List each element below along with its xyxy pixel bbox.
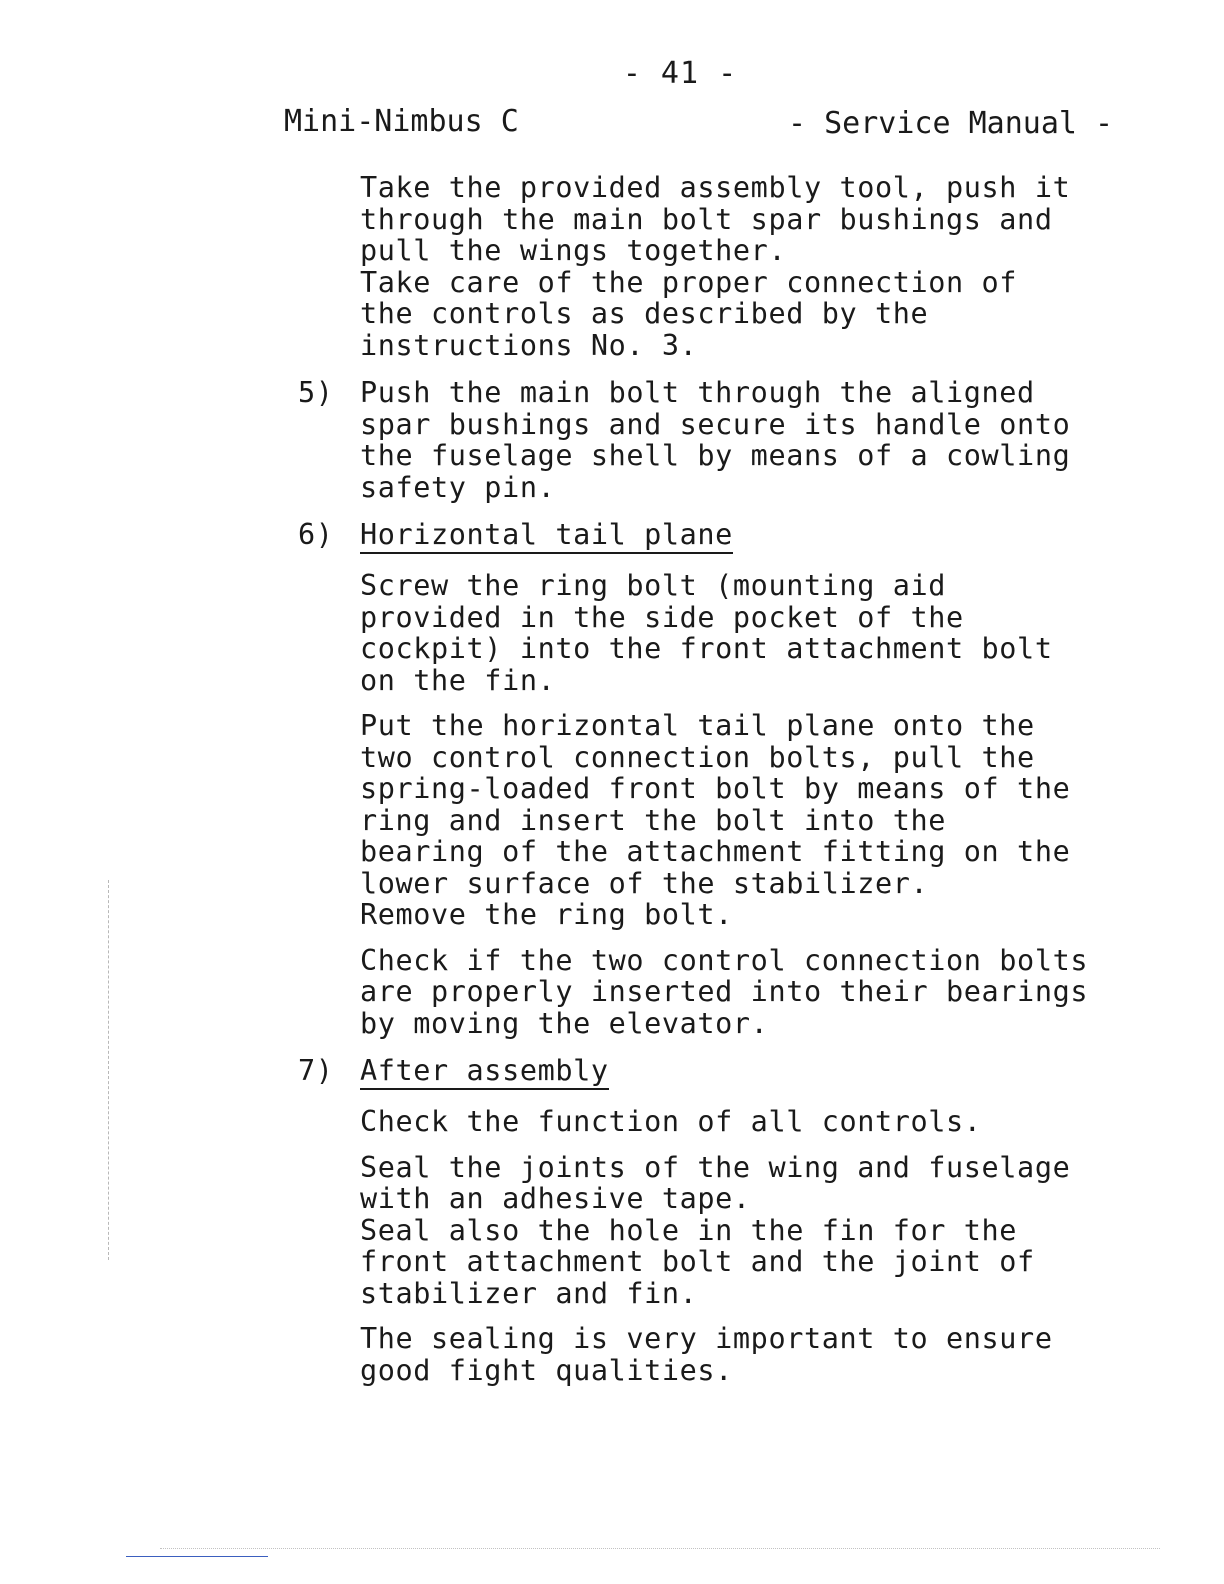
text-line: Put the horizontal tail plane onto the (360, 709, 1035, 742)
paragraph (360, 1323, 1070, 1386)
text-line: pull the wings together. (360, 234, 787, 267)
text-line: spar bushings and secure its handle onto (360, 407, 1071, 441)
text-line: ring and insert the bolt into the (360, 803, 947, 837)
text-line: safety pin. (360, 470, 556, 504)
text-line: Take care of the proper connection of (360, 265, 1018, 299)
step-number: 7) (298, 1054, 334, 1087)
step-7 (298, 1055, 1178, 1386)
step-7-content (360, 1055, 1070, 1386)
text-line: lower surface of the stabilizer. (360, 866, 929, 900)
step-number: 6) (298, 518, 334, 551)
header-document-type: - Service Manual - (788, 106, 1114, 141)
text-line: instructions No. 3. (360, 328, 698, 362)
scan-edge-marks (108, 880, 110, 1260)
text-line: by moving the elevator. (360, 1006, 769, 1040)
text-line: Screw the ring bolt (mounting aid (360, 569, 947, 602)
text-line: Seal also the hole in the fin for the (360, 1213, 1018, 1247)
header-title: Mini-Nimbus C (284, 104, 519, 139)
text-line: Take the provided assembly tool, push it (360, 171, 1071, 204)
text-line: provided in the side pocket of the (360, 600, 964, 634)
text-line: The sealing is very important to ensure (360, 1322, 1053, 1355)
text-line: good fight qualities. (360, 1353, 733, 1387)
step-5 (298, 377, 1178, 503)
text-line: front attachment bolt and the joint of (360, 1245, 1035, 1278)
paragraph (360, 570, 1088, 696)
text-line: Check if the two control connection bolts (360, 943, 1089, 977)
text-line: Push the main bolt through the aligned (360, 376, 1035, 409)
text-line: stabilizer and fin. (360, 1276, 698, 1310)
text-line: Check the function of all controls. (360, 1105, 982, 1138)
text-line: cockpit) into the front attachment bolt (360, 632, 1053, 665)
text-line: with an adhesive tape. (360, 1182, 751, 1215)
page-number: - 41 - (622, 56, 738, 91)
text-line: bearing of the attachment fitting on the (360, 835, 1071, 868)
step-6 (298, 519, 1178, 1039)
section-heading: After assembly (360, 1056, 609, 1090)
step-number: 5) (298, 376, 334, 409)
footer-rule (126, 1556, 268, 1557)
section-heading: Horizontal tail plane (360, 520, 733, 554)
text-line: the fuselage shell by means of a cowling (360, 439, 1071, 472)
step-5-text (360, 377, 1070, 503)
scan-noise-line (160, 1548, 1160, 1551)
step-6-content (360, 519, 1088, 1039)
text-line: spring-loaded front bolt by means of the (360, 772, 1071, 805)
text-line: are properly inserted into their bearings (360, 975, 1089, 1008)
intro-paragraph (298, 172, 1178, 361)
paragraph (360, 1106, 1070, 1138)
text-line: on the fin. (360, 663, 556, 697)
paragraph (360, 1152, 1070, 1310)
paragraph (360, 710, 1088, 931)
text-line: the controls as described by the (360, 297, 929, 330)
text-line: through the main bolt spar bushings and (360, 202, 1053, 236)
text-line: two control connection bolts, pull the (360, 740, 1035, 774)
manual-body (298, 172, 1178, 1386)
paragraph (360, 945, 1088, 1040)
text-line: Seal the joints of the wing and fuselage (360, 1150, 1071, 1184)
text-line: Remove the ring bolt. (360, 898, 733, 931)
